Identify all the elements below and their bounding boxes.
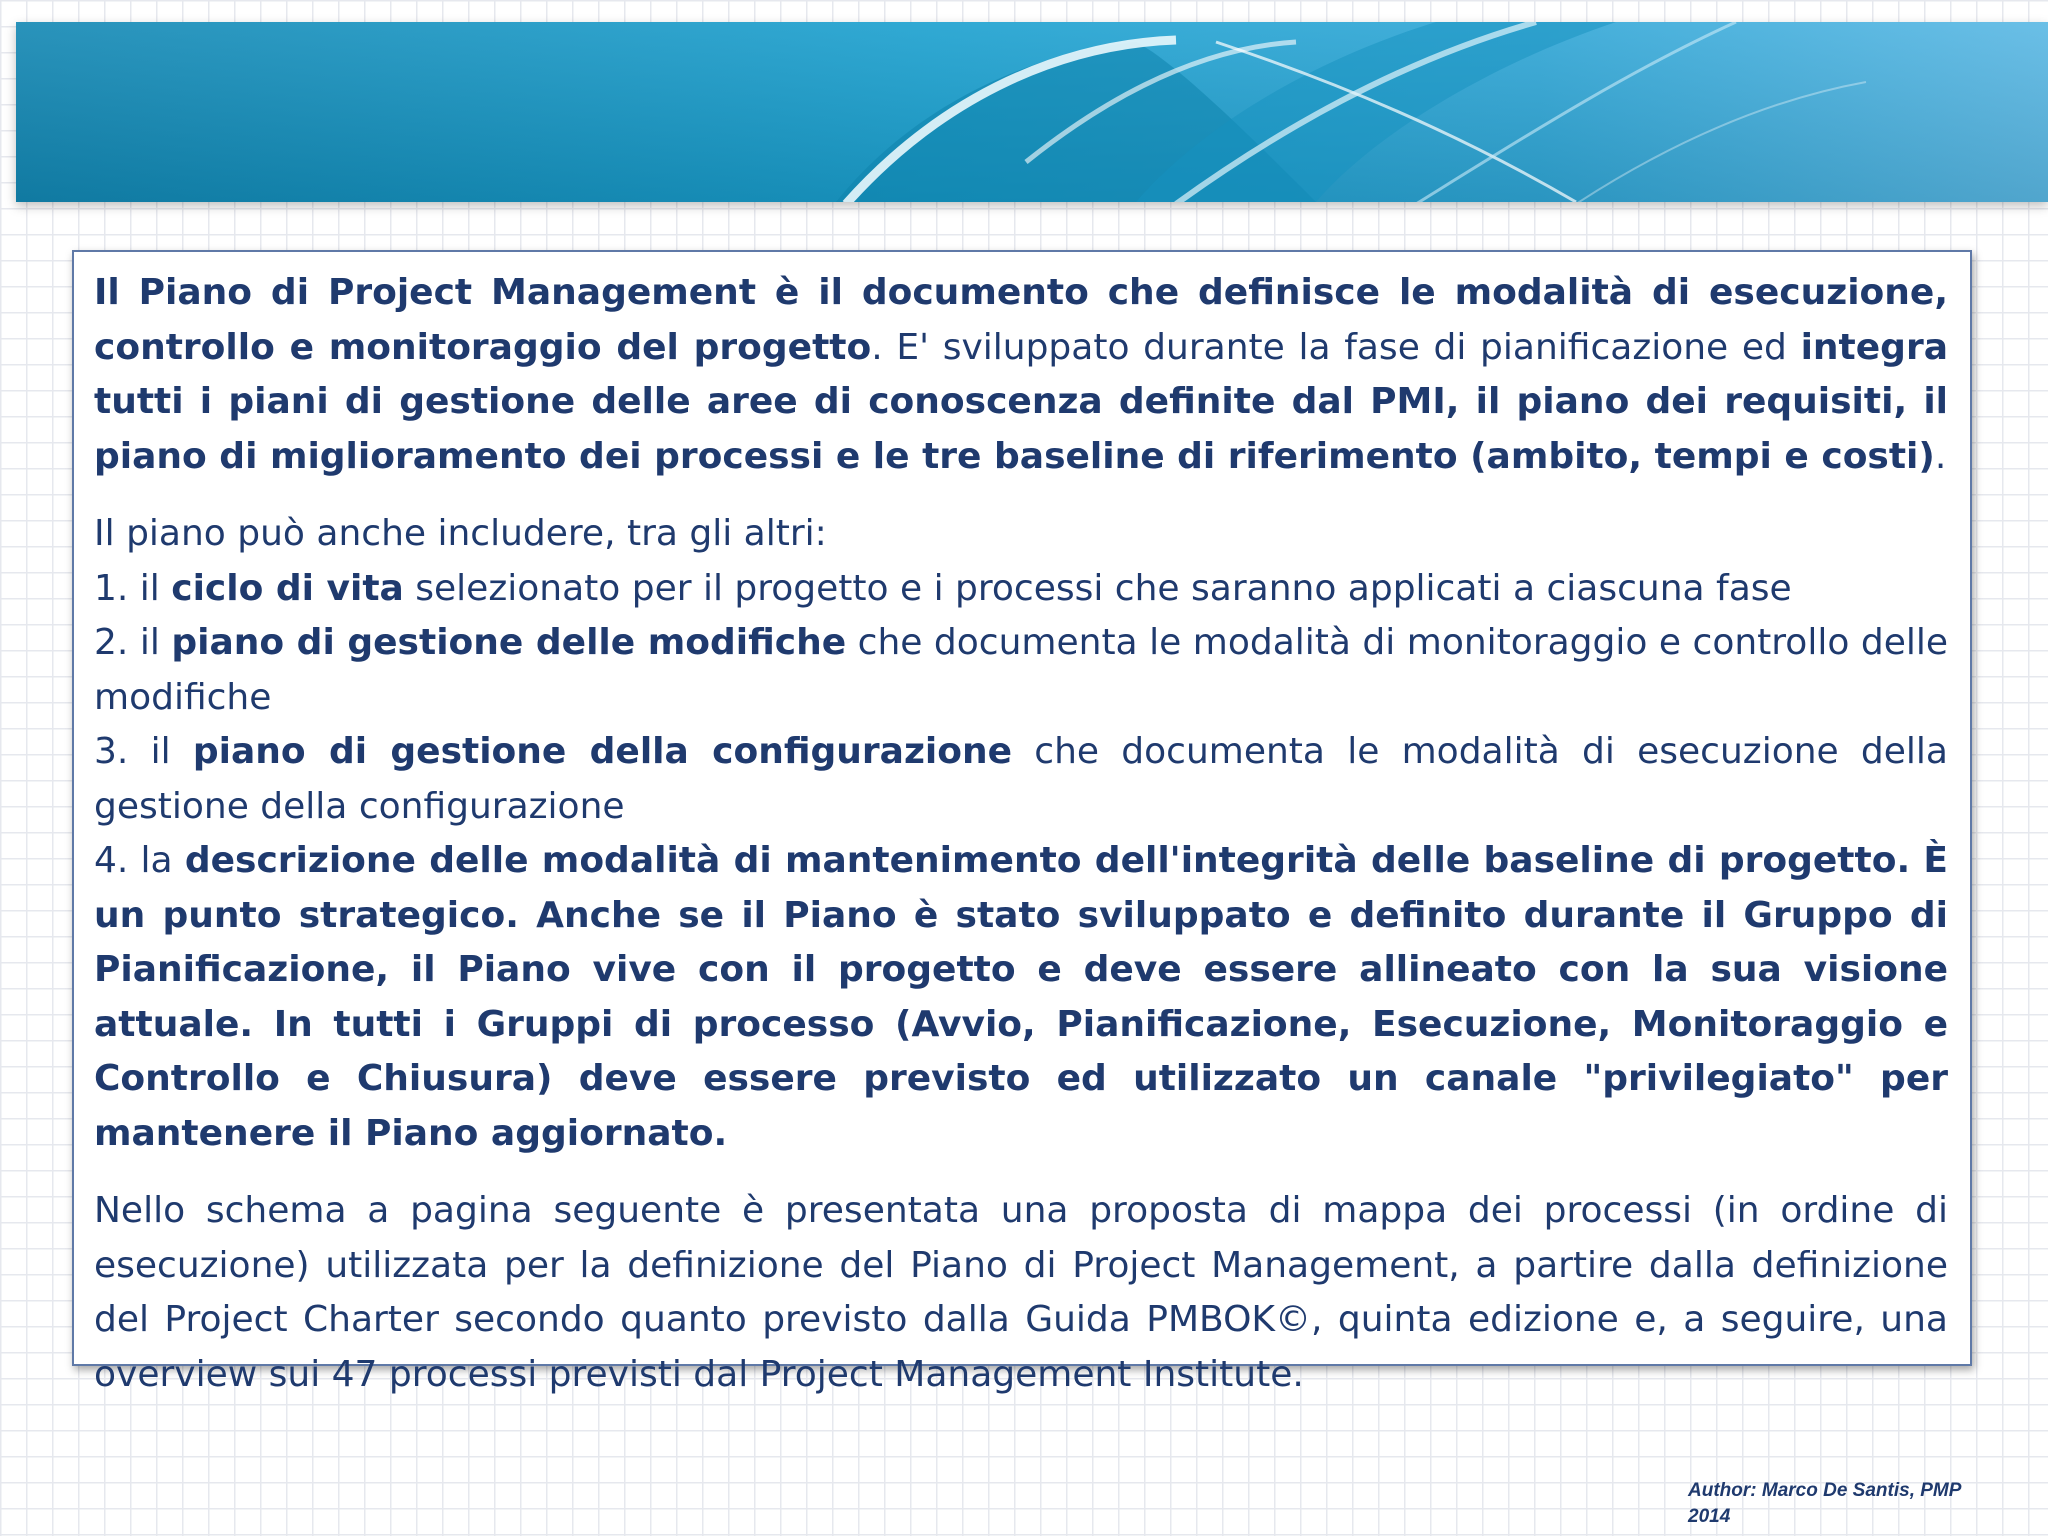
list-item-4-bold: descrizione delle modalità di mantenimento dell'integrità delle baseline di progetto. È un punto strategico. Anche se il Piano è stato sviluppato e definito durante il Gruppo di Pianificazione, il Piano vive con il progetto e deve essere allineato con la sua visione attuale. In tutti i Gruppi di processo (Avvio, Pianificazione, Esecuzione, Monitoraggio e Controllo e Chiusura) deve essere previsto ed utilizzato un canale "privilegiato" per mantenere il Piano aggiornato. <box>94 840 1948 1154</box>
intro-paragraph <box>94 266 1948 484</box>
header-banner <box>16 22 2048 202</box>
intro-bold-integration: integra tutti i piani di gestione delle aree di conoscenza definite dal PMI, il piano dei requisiti, il piano di miglioramento dei processi e le tre baseline di riferimento (ambito, tempi e costi) <box>94 326 1948 477</box>
list-item-1 <box>94 562 1948 617</box>
list-item-1-bold: ciclo di vita <box>171 567 404 609</box>
list-item-3-prefix: 3. il <box>94 731 193 772</box>
banner-graphic <box>16 22 2048 202</box>
author-credit <box>1688 1478 2028 1530</box>
list-item-2-text: che documenta le modalità di monitoraggio e controllo delle modifiche <box>94 622 1948 718</box>
list-item-2-prefix: 2. il <box>94 622 172 663</box>
list-item-2 <box>94 616 1948 725</box>
list-item-2-bold: piano di gestione delle modifiche <box>171 622 847 663</box>
list-item-1-text: selezionato per il progetto e i processi che saranno applicati a ciascuna fase <box>403 567 1792 609</box>
list-item-3-bold: piano di gestione della configurazione <box>192 731 1013 772</box>
author-year: 2014 <box>1688 1506 1731 1527</box>
list-item-3 <box>94 725 1948 834</box>
intro-bold-definition: Il Piano di Project Management è il documento che definisce le modalità di esecuzione, controllo e monitoraggio del progetto <box>94 272 1948 368</box>
list-intro: Il piano può anche includere, tra gli altri: <box>94 513 827 554</box>
intro-period: . <box>1934 435 1947 477</box>
closing-paragraph: Nello schema a pagina seguente è presentata una proposta di mappa dei processi (in ordine di esecuzione) utilizzata per la definizione del Piano di Project Management, a partire dalla definizione del Project Charter secondo quanto previsto dalla Guida PMBOK©, quinta edizione e, a seguire, una overview sui 47 processi previsti dal Project Management Institute. <box>94 1190 1948 1395</box>
includes-list <box>94 507 1948 1161</box>
author-name: Author: Marco De Santis, PMP <box>1688 1480 1962 1501</box>
list-item-3-text: che documenta le modalità di esecuzione della gestione della configurazione <box>94 731 1948 827</box>
list-item-4-prefix: 4. la <box>94 840 185 881</box>
intro-text: . E' sviluppato durante la fase di pianificazione ed <box>871 326 1801 368</box>
content-box <box>72 250 1972 1395</box>
list-item-1-prefix: 1. il <box>94 567 172 609</box>
list-item-4 <box>94 834 1948 1161</box>
